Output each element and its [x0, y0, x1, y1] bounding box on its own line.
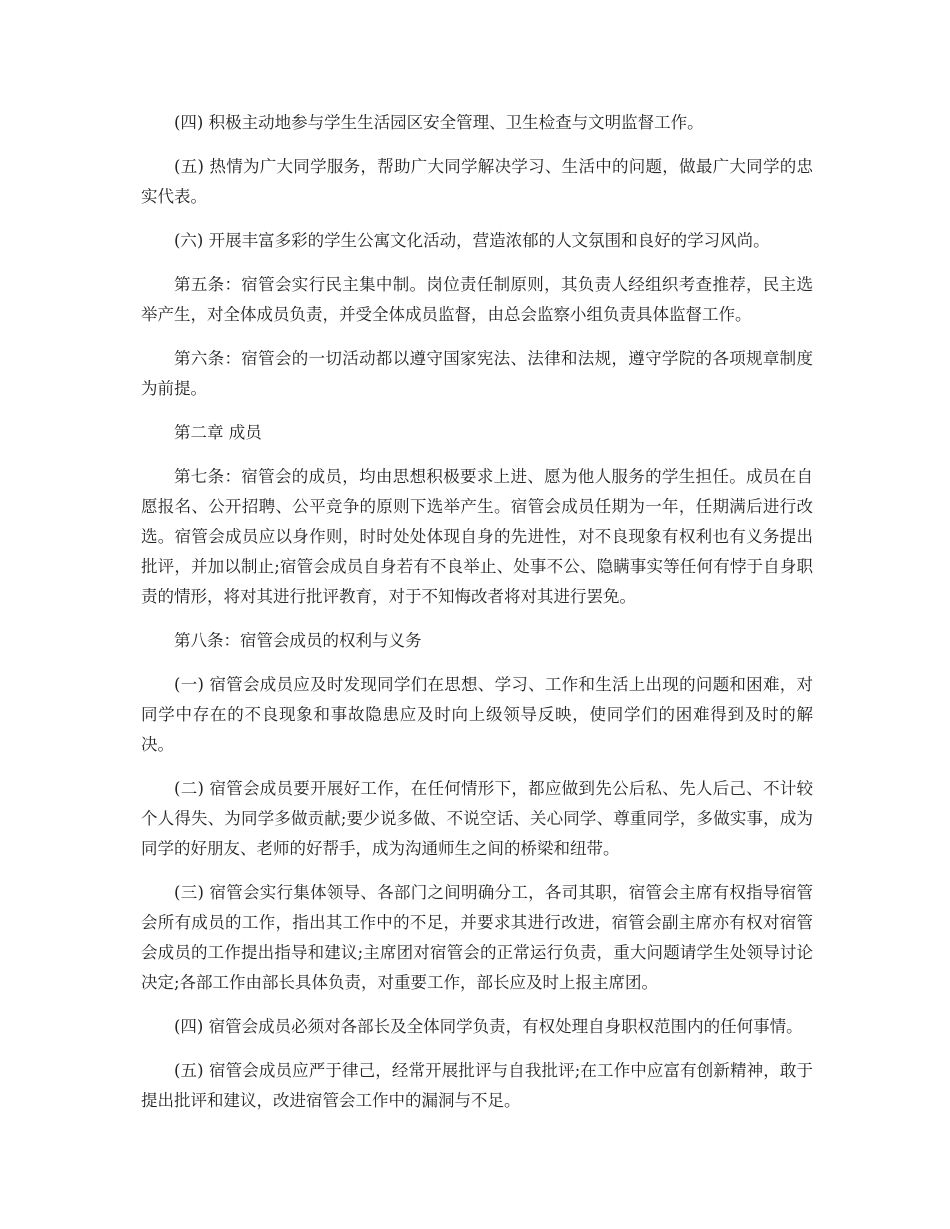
paragraph-5-duty: (五) 热情为广大同学服务，帮助广大同学解决学习、生活中的问题，做最广大同学的忠实代表。 [141, 157, 813, 206]
paragraph-6-duty: (六) 开展丰富多彩的学生公寓文化活动，营造浓郁的人文氛围和良好的学习风尚。 [174, 231, 770, 250]
document-body [141, 108, 813, 1130]
chapter-2-heading: 第二章 成员 [174, 423, 262, 442]
article-8-item-1: (一) 宿管会成员应及时发现同学们在思想、学习、工作和生活上出现的问题和困难，对同学中存在的不良现象和事故隐患应及时向上级领导反映，使同学们的困难得到及时的解决。 [141, 675, 813, 754]
article-8-item-5: (五) 宿管会成员应严于律己，经常开展批评与自我批评;在工作中应富有创新精神，敢于提出批评和建议，改进宿管会工作中的漏洞与不足。 [141, 1061, 813, 1110]
article-8-item-3: (三) 宿管会实行集体领导、各部门之间明确分工，各司其职，宿管会主席有权指导宿管会所有成员的工作，指出其工作中的不足，并要求其进行改进，宿管会副主席亦有权对宿管会成员的工作提出指导和建议;主席团对宿管会的正常运行负责，重大问题请学生处领导讨论决定;各部工作由部长具体负责，对重要工作，部长应及时上报主席团。 [141, 883, 813, 992]
paragraph-4-duty: (四) 积极主动地参与学生生活园区安全管理、卫生检查与文明监督工作。 [174, 113, 704, 132]
article-6: 第六条：宿管会的一切活动都以遵守国家宪法、法律和法规，遵守学院的各项规章制度为前提。 [141, 349, 813, 398]
article-8-item-4: (四) 宿管会成员必须对各部长及全体同学负责，有权处理自身职权范围内的任何事情。 [174, 1017, 803, 1036]
article-8-item-2: (二) 宿管会成员要开展好工作，在任何情形下，都应做到先公后私、先人后己、不计较个人得失、为同学多做贡献;要少说多做、不说空话、关心同学、尊重同学，多做实事，成为同学的好朋友、老师的好帮手，成为沟通师生之间的桥梁和纽带。 [141, 779, 813, 858]
article-5: 第五条：宿管会实行民主集中制。岗位责任制原则，其负责人经组织考查推荐，民主选举产生，对全体成员负责，并受全体成员监督，由总会监察小组负责具体监督工作。 [141, 275, 813, 324]
article-7: 第七条：宿管会的成员，均由思想积极要求上进、愿为他人服务的学生担任。成员在自愿报名、公开招聘、公平竞争的原则下选举产生。宿管会成员任期为一年，任期满后进行改选。宿管会成员应以身作则，时时处处体现自身的先进性，对不良现象有权利也有义务提出批评，并加以制止;宿管会成员自身若有不良举止、处事不公、隐瞒事实等任何有悖于自身职责的情形，将对其进行批评教育，对于不知悔改者将对其进行罢免。 [141, 467, 813, 606]
article-8-heading: 第八条：宿管会成员的权利与义务 [174, 631, 422, 650]
